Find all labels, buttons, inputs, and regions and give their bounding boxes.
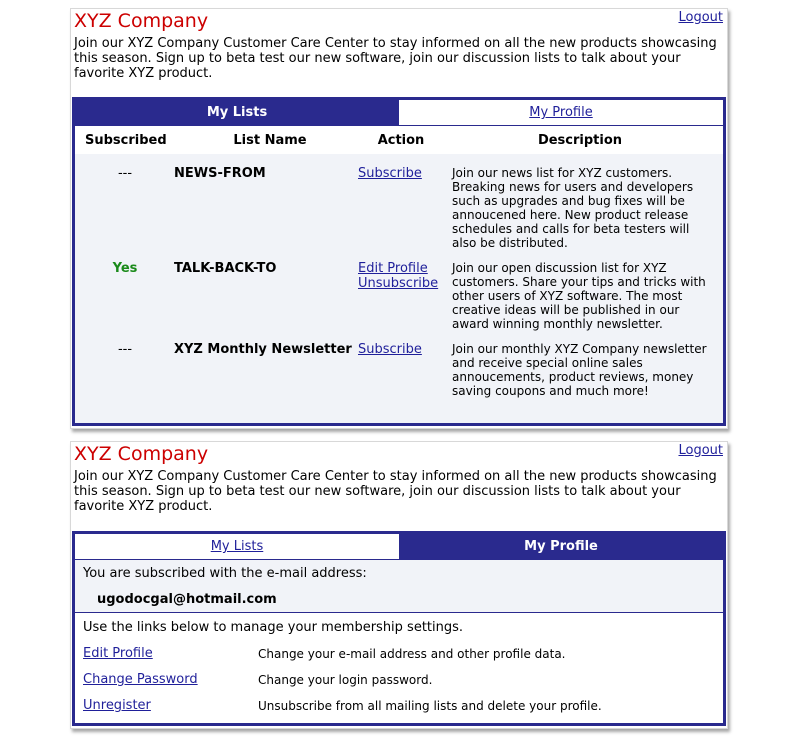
tab-bar [75, 534, 723, 560]
profile-content [75, 560, 723, 723]
subscribed-status: --- [117, 166, 133, 181]
action-cell [358, 261, 454, 291]
table-row [75, 166, 723, 250]
intro-text: Join our XYZ Company Customer Care Center to stay informed on all the new products showcasing this season. Sign up to beta test our new software, join our discussion lists to talk about your favorite XYZ product. [74, 36, 717, 81]
company-title: XYZ Company [74, 10, 209, 32]
tab-my-profile[interactable]: My Profile [399, 534, 723, 560]
logout-link[interactable]: Logout [678, 10, 723, 25]
header-subscribed: Subscribed [85, 133, 167, 148]
edit-profile-link[interactable]: Edit Profile [358, 261, 428, 276]
header-list-name: List Name [233, 133, 307, 148]
intro-text: Join our XYZ Company Customer Care Center to stay informed on all the new products showcasing this season. Sign up to beta test our new software, join our discussion lists to talk about your favorite XYZ product. [74, 469, 717, 514]
list-item [83, 698, 713, 716]
profile-frame [72, 531, 726, 726]
tab-my-profile[interactable]: My Profile [399, 100, 723, 126]
logout-link[interactable]: Logout [678, 443, 723, 458]
header-action: Action [377, 133, 425, 148]
subscribe-link[interactable]: Subscribe [358, 166, 422, 181]
table-row [75, 342, 723, 402]
lists-frame [72, 97, 726, 426]
manage-text: Use the links below to manage your membership settings. [83, 620, 464, 635]
tab-my-lists[interactable]: My Lists [75, 534, 399, 560]
list-description: Join our news list for XYZ customers. Breaking news for users and developers such as upgrades and bug fixes will be annoucened here. New product release schedules and calls for beta testers will also be distributed. [452, 166, 694, 250]
edit-profile-link[interactable]: Edit Profile [83, 646, 153, 661]
action-cell [358, 166, 454, 181]
list-name: TALK-BACK-TO [174, 261, 277, 276]
lists-table [75, 126, 723, 423]
company-title: XYZ Company [74, 443, 209, 465]
table-row [75, 261, 723, 333]
header-description: Description [537, 133, 623, 148]
list-name: NEWS-FROM [174, 166, 266, 181]
email-box [75, 560, 723, 613]
action-cell [358, 342, 454, 357]
email-label: You are subscribed with the e-mail address: [83, 566, 367, 581]
unsubscribe-link[interactable]: Unsubscribe [358, 276, 439, 291]
list-item [83, 672, 713, 690]
list-description: Join our open discussion list for XYZ customers. Share your tips and tricks with other users of XYZ software. The most creative ideas will be published in our award winning monthly newsletter. [452, 261, 706, 331]
email-address: ugodocgal@hotmail.com [97, 592, 277, 607]
lists-panel [70, 8, 728, 429]
list-item [83, 646, 713, 664]
change-password-link[interactable]: Change Password [83, 672, 198, 687]
link-description: Unsubscribe from all mailing lists and delete your profile. [258, 699, 602, 713]
subscribed-status: Yes [112, 261, 138, 276]
profile-panel [70, 441, 728, 729]
link-description: Change your login password. [258, 673, 433, 687]
unregister-link[interactable]: Unregister [83, 698, 151, 713]
tab-my-lists[interactable]: My Lists [75, 100, 399, 126]
subscribed-status: --- [117, 342, 133, 357]
link-description: Change your e-mail address and other profile data. [258, 647, 566, 661]
subscribe-link[interactable]: Subscribe [358, 342, 422, 357]
table-header [75, 126, 723, 154]
list-name: XYZ Monthly Newsletter [174, 342, 352, 357]
list-description: Join our monthly XYZ Company newsletter and receive special online sales annoucements, product reviews, money saving coupons and much more! [452, 342, 707, 398]
tab-bar [75, 100, 723, 126]
